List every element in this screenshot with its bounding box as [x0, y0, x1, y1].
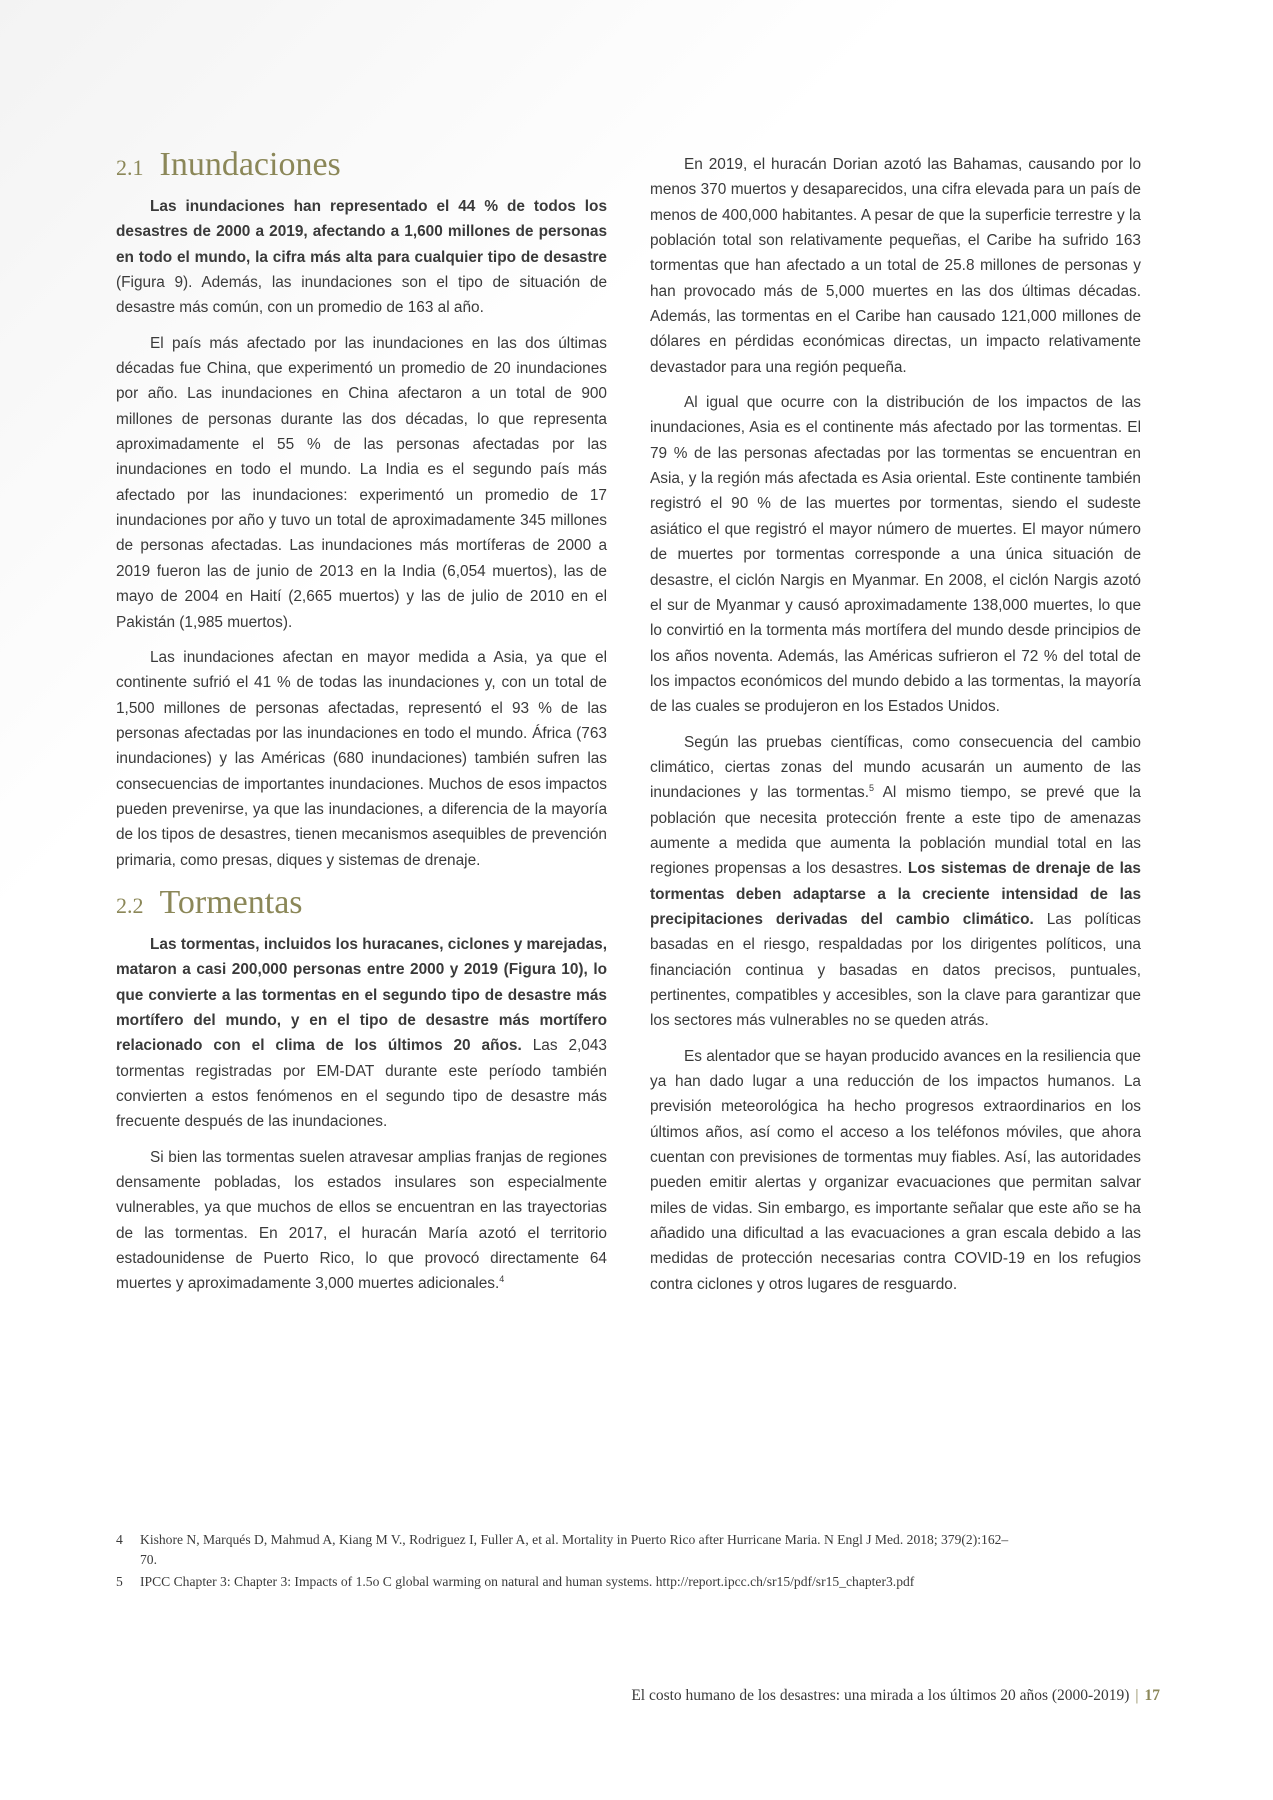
footnote-ref[interactable]: 4 — [499, 1274, 505, 1285]
left-column — [116, 145, 607, 1307]
paragraph: En 2019, el huracán Dorian azotó las Bahamas, causando por lo menos 370 muertos y desaparecidos, una cifra elevada para un país de menos de 400,000 habitantes. A pesar de que la superficie terrestre y la población total son relativamente pequeñas, el Caribe ha sufrido 163 tormentas que han afectado a un total de 25.8 millones de personas y han provocado más de 5,000 muertes en las dos últimas décadas. Además, las tormentas en el Caribe han causado 121,000 millones de dólares en pérdidas económicas directas, un impacto relativamente devastador para una región pequeña. — [650, 156, 1141, 376]
paragraph-text: Si bien las tormentas suelen atravesar amplias franjas de regiones densamente pobladas, los estados insulares son especialmente vulnerables, ya que muchos de ellos se encuentran en las trayectorias de las tormentas. En 2017, el huracán María azotó el territorio estadounidense de Puerto Rico, lo que provocó directamente 64 muertes y aproximadamente 3,000 muertes adicionales. — [116, 1148, 607, 1293]
footnote-text: Kishore N, Marqués D, Mahmud A, Kiang M V., Rodriguez I, Fuller A, et al. Mortality in Puerto Rico after Hurricane Maria. N Engl J Med. 2018; 379(2):162–70. — [140, 1532, 1009, 1567]
section-heading-inundaciones — [116, 145, 607, 188]
paragraph: Al igual que ocurre con la distribución de los impactos de las inundaciones, Asia es el continente más afectado por las tormentas. El 79 % de las personas afectadas por las tormentas se encuentran en Asia, y la región más afectada es Asia oriental. Este continente también registró el 90 % de las muertes por tormentas, siendo el sudeste asiático el que registró el mayor número de muertes. El mayor número de muertes por tormentas corresponde a una única situación de desastre, el ciclón Nargis en Myanmar. En 2008, el ciclón Nargis azotó el sur de Myanmar y causó aproximadamente 138,000 muertes, lo que lo convirtió en la tormenta más mortífera del mundo desde principios de los años noventa. Además, las Américas sufrieron el 72 % del total de los impactos económicos del mundo debido a las tormentas, la mayoría de las cuales se produjeron en los Estados Unidos. — [650, 394, 1141, 716]
paragraph-text: Al mismo tiempo, se prevé que la población que necesita protección frente a este tipo de amenazas aumente a medida que aumenta la población mundial total en las regiones propensas a los desastres. — [650, 784, 1141, 878]
footnote-text: IPCC Chapter 3: Chapter 3: Impacts of 1.5o C global warming on natural and human systems. http://report.ipcc.ch/sr15/pdf/sr15_chapter3.pdf — [140, 1574, 915, 1589]
page-number: 17 — [1144, 1687, 1160, 1704]
paragraph-text: Las 2,043 tormentas registradas por EM-DAT durante este período también convierten a estos fenómenos en el segundo tipo de desastre más frecuente después de las inundaciones. — [116, 1037, 607, 1131]
section-number: 2.1 — [116, 155, 144, 180]
footnote-ref[interactable]: 5 — [869, 783, 875, 794]
footnote-number: 4 — [116, 1532, 123, 1547]
paragraph: Es alentador que se hayan producido avances en la resiliencia que ya han dado lugar a una reducción de los impactos humanos. La previsión meteorológica ha hecho progresos extraordinarios en los últimos años, así como el acceso a los teléfonos móviles, que ahora cuentan con previsiones de tormentas muy fiables. Así, las autoridades pueden emitir alertas y organizar evacuaciones que permitan salvar miles de vidas. Sin embargo, es importante señalar que este año se ha añadido una dificultad a las evacuaciones a gran escala debido a las medidas de protección necesarias contra COVID-19 en los refugios contra ciclones y otros lugares de resguardo. — [650, 1047, 1141, 1293]
highlight-text: Los sistemas de drenaje de las tormentas deben adaptarse a la creciente intensidad de las precipitaciones derivadas del cambio climático. — [650, 860, 1141, 928]
paragraph: El país más afectado por las inundaciones en las dos últimas décadas fue China, que experimentó un promedio de 20 inundaciones por año. Las inundaciones en China afectaron a un total de 900 millones de personas durante las dos décadas, lo que representa aproximadamente el 55 % de las personas afectadas por las inundaciones en todo el mundo. La India es el segundo país más afectado por las inundaciones: experimentó un promedio de 17 inundaciones por año y tuvo un total de aproximadamente 345 millones de personas afectadas. Las inundaciones más mortíferas de 2000 a 2019 fueron las de junio de 2013 en la India (6,054 muertos), las de mayo de 2004 en Haití (2,665 muertos) y las de julio de 2010 en el Pakistán (1,985 muertos). — [116, 334, 607, 631]
lead-text: Las inundaciones han representado el 44 % de todos los desastres de 2000 a 2019, afectando a 1,600 millones de personas en todo el mundo, la cifra más alta para cualquier tipo de desastre — [116, 198, 607, 266]
section-number: 2.2 — [116, 892, 144, 918]
page-footer — [560, 1687, 1160, 1705]
footer-separator: | — [1135, 1687, 1139, 1704]
footnote — [116, 1530, 1016, 1570]
paragraph-text: Las políticas basadas en el riesgo, respaldadas por los dirigentes políticos, una financiación continua y basadas en datos precisos, puntuales, pertinentes, compatibles y accesibles, son la clave para garantizar que los sectores más vulnerables no se queden atrás. — [650, 910, 1141, 1030]
paragraph: Las inundaciones afectan en mayor medida a Asia, ya que el continente sufrió el 41 % de todas las inundaciones y, con un total de 1,500 millones de personas afectadas, representó el 93 % de las personas afectadas por las inundaciones en todo el mundo. África (763 inundaciones) y las Américas (680 inundaciones) también sufren las consecuencias de importantes inundaciones. Muchos de esos impactos pueden prevenirse, ya que las inundaciones, a diferencia de la mayoría de los tipos de desastres, tienen mecanismos asequibles de prevención primaria, como presas, diques y sistemas de drenaje. — [116, 648, 607, 869]
section-title: Tormentas — [159, 883, 303, 921]
paragraph — [650, 730, 1141, 1034]
section-heading-tormentas — [116, 883, 607, 926]
lead-text: Las tormentas, incluidos los huracanes, ciclones y marejadas, mataron a casi 200,000 personas entre 2000 y 2019 (Figura 10), lo que convierte a las tormentas en el segundo tipo de desastre más mortífero del mundo, y en el tipo de desastre más mortífero relacionado con el clima de los últimos 20 años. — [116, 935, 607, 1055]
section-title: Inundaciones — [159, 146, 341, 183]
paragraph — [116, 932, 607, 1135]
footnote-number: 5 — [116, 1574, 123, 1589]
footnotes — [116, 1530, 1016, 1594]
right-column — [650, 152, 1141, 1307]
footnote — [116, 1572, 1016, 1592]
paragraph — [116, 194, 607, 321]
paragraph — [116, 1145, 607, 1297]
paragraph-text: Según las pruebas científicas, como consecuencia del cambio climático, ciertas zonas del mundo acusarán un aumento de las inundaciones y las tormentas. — [650, 733, 1141, 802]
paragraph-text: (Figura 9). Además, las inundaciones son el tipo de situación de desastre más común, con un promedio de 163 al año. — [116, 274, 607, 317]
footer-title: El costo humano de los desastres: una mirada a los últimos 20 años (2000-2019) — [631, 1687, 1130, 1704]
